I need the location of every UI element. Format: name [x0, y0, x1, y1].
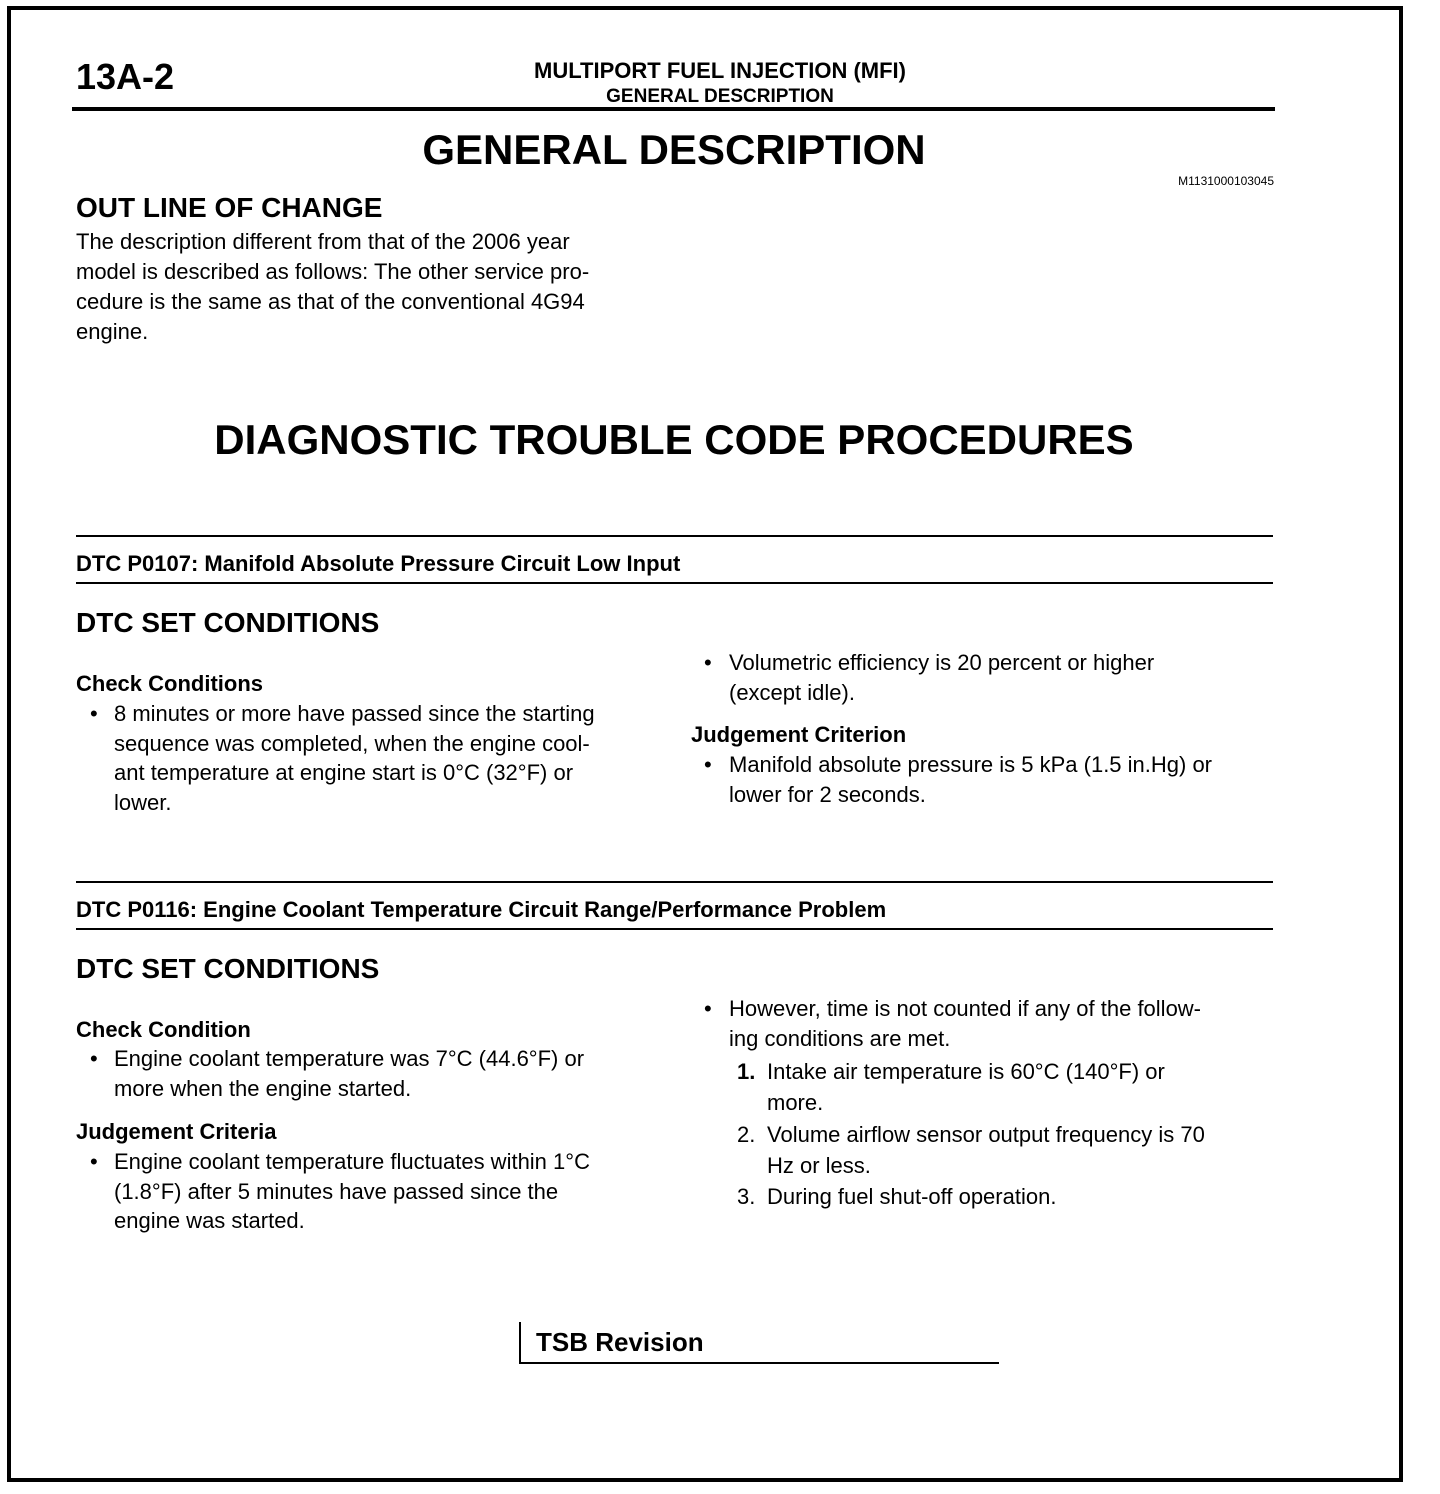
bullet-icon: •: [90, 701, 98, 726]
procedures-title: DIAGNOSTIC TROUBLE CODE PROCEDURES: [214, 416, 1134, 463]
item-line: more when the engine started.: [114, 1075, 412, 1101]
dtc1-title: [76, 551, 680, 577]
item-line: Manifold absolute pressure is 5 kPa (1.5 in.Hg) or: [729, 752, 1213, 777]
outline-heading: OUT LINE OF CHANGE: [76, 192, 383, 223]
item-line: more.: [767, 1090, 824, 1115]
bullet-icon: •: [90, 1046, 98, 1071]
dtc2-top-rule: [76, 881, 1273, 883]
item-line: ant temperature at engine start is 0°C (32°F) or: [114, 760, 574, 785]
dtc1-judgement-heading: Judgement Criterion: [691, 722, 907, 747]
dtc1-top-rule: [76, 535, 1273, 537]
outline-line: cedure is the same as that of the conventional 4G94: [76, 289, 585, 314]
subsection-title: GENERAL DESCRIPTION: [606, 86, 834, 107]
item-line: sequence was completed, when the engine cool-: [114, 730, 590, 756]
dtc2-judgement-item: [729, 994, 1201, 1053]
dtc2-title: [76, 897, 886, 923]
item-line: 8 minutes or more have passed since the starting: [114, 701, 595, 726]
section-title: MULTIPORT FUEL INJECTION (MFI): [534, 58, 906, 83]
item-line: However, time is not counted if any of the follow-: [729, 996, 1202, 1021]
item-line: During fuel shut-off operation.: [767, 1184, 1057, 1209]
dtc1-judgement-item: [729, 750, 1212, 809]
dtc2-check-heading: Check Condition: [76, 1017, 251, 1042]
item-line: lower for 2 seconds.: [729, 781, 926, 807]
page-number: 13A-2: [76, 56, 175, 97]
bullet-icon: •: [90, 1149, 98, 1174]
item-line: Volumetric efficiency is 20 percent or higher: [729, 650, 1155, 675]
dtc1-description: : Manifold Absolute Pressure Circuit Low Input: [190, 551, 681, 576]
dtc2-judgement-heading: Judgement Criteria: [76, 1119, 277, 1144]
dtc2-bottom-rule: [76, 928, 1273, 930]
exception-item: [767, 1181, 1056, 1212]
exception-number: 2.: [737, 1122, 756, 1147]
header-rule: [72, 107, 1275, 111]
exception-item: [767, 1056, 1165, 1118]
bullet-icon: •: [704, 996, 712, 1021]
item-line: ing conditions are met.: [729, 1025, 951, 1051]
item-line: Intake air temperature is 60°C (140°F) or: [767, 1059, 1165, 1084]
item-line: engine was started.: [114, 1208, 305, 1233]
outline-line: model is described as follows: The other service pro-: [76, 259, 590, 284]
exception-number: 1.: [737, 1059, 756, 1084]
dtc2-judgement-item: [114, 1147, 590, 1236]
item-line: Engine coolant temperature was 7°C (44.6°F) or: [114, 1046, 585, 1071]
exception-number: 3.: [737, 1184, 756, 1209]
dtc2-description: : Engine Coolant Temperature Circuit Range/Performance Problem: [189, 897, 887, 922]
dtc2-check-item: [114, 1044, 584, 1103]
bullet-icon: •: [704, 650, 712, 675]
general-description-title: GENERAL DESCRIPTION: [422, 126, 926, 173]
item-line: Engine coolant temperature fluctuates within 1°C: [114, 1149, 590, 1174]
exception-item: [767, 1119, 1205, 1181]
item-line: Volume airflow sensor output frequency is 70: [767, 1122, 1205, 1147]
dtc1-check-heading: Check Conditions: [76, 671, 264, 696]
item-line: (1.8°F) after 5 minutes have passed since the: [114, 1178, 559, 1204]
document-id: M1131000103045: [1178, 174, 1274, 188]
dtc1-code: DTC P0107: [76, 551, 191, 576]
bullet-icon: •: [704, 752, 712, 777]
dtc1-check-item: [729, 648, 1154, 707]
tsb-left-rule: [519, 1322, 521, 1364]
outline-line: engine.: [76, 319, 149, 344]
tsb-revision-label: TSB Revision: [536, 1327, 704, 1357]
dtc1-set-conditions-heading: DTC SET CONDITIONS: [76, 607, 380, 638]
item-line: (except idle).: [729, 679, 855, 705]
dtc1-check-item: [114, 699, 595, 817]
item-line: Hz or less.: [767, 1153, 871, 1178]
dtc2-set-conditions-heading: DTC SET CONDITIONS: [76, 953, 380, 984]
dtc1-bottom-rule: [76, 582, 1273, 584]
outline-line: The description different from that of the 2006 year: [76, 229, 570, 254]
tsb-bottom-rule: [519, 1362, 999, 1364]
outline-paragraph: [76, 227, 589, 347]
item-line: lower.: [114, 789, 172, 815]
dtc2-code: DTC P0116: [76, 897, 190, 922]
